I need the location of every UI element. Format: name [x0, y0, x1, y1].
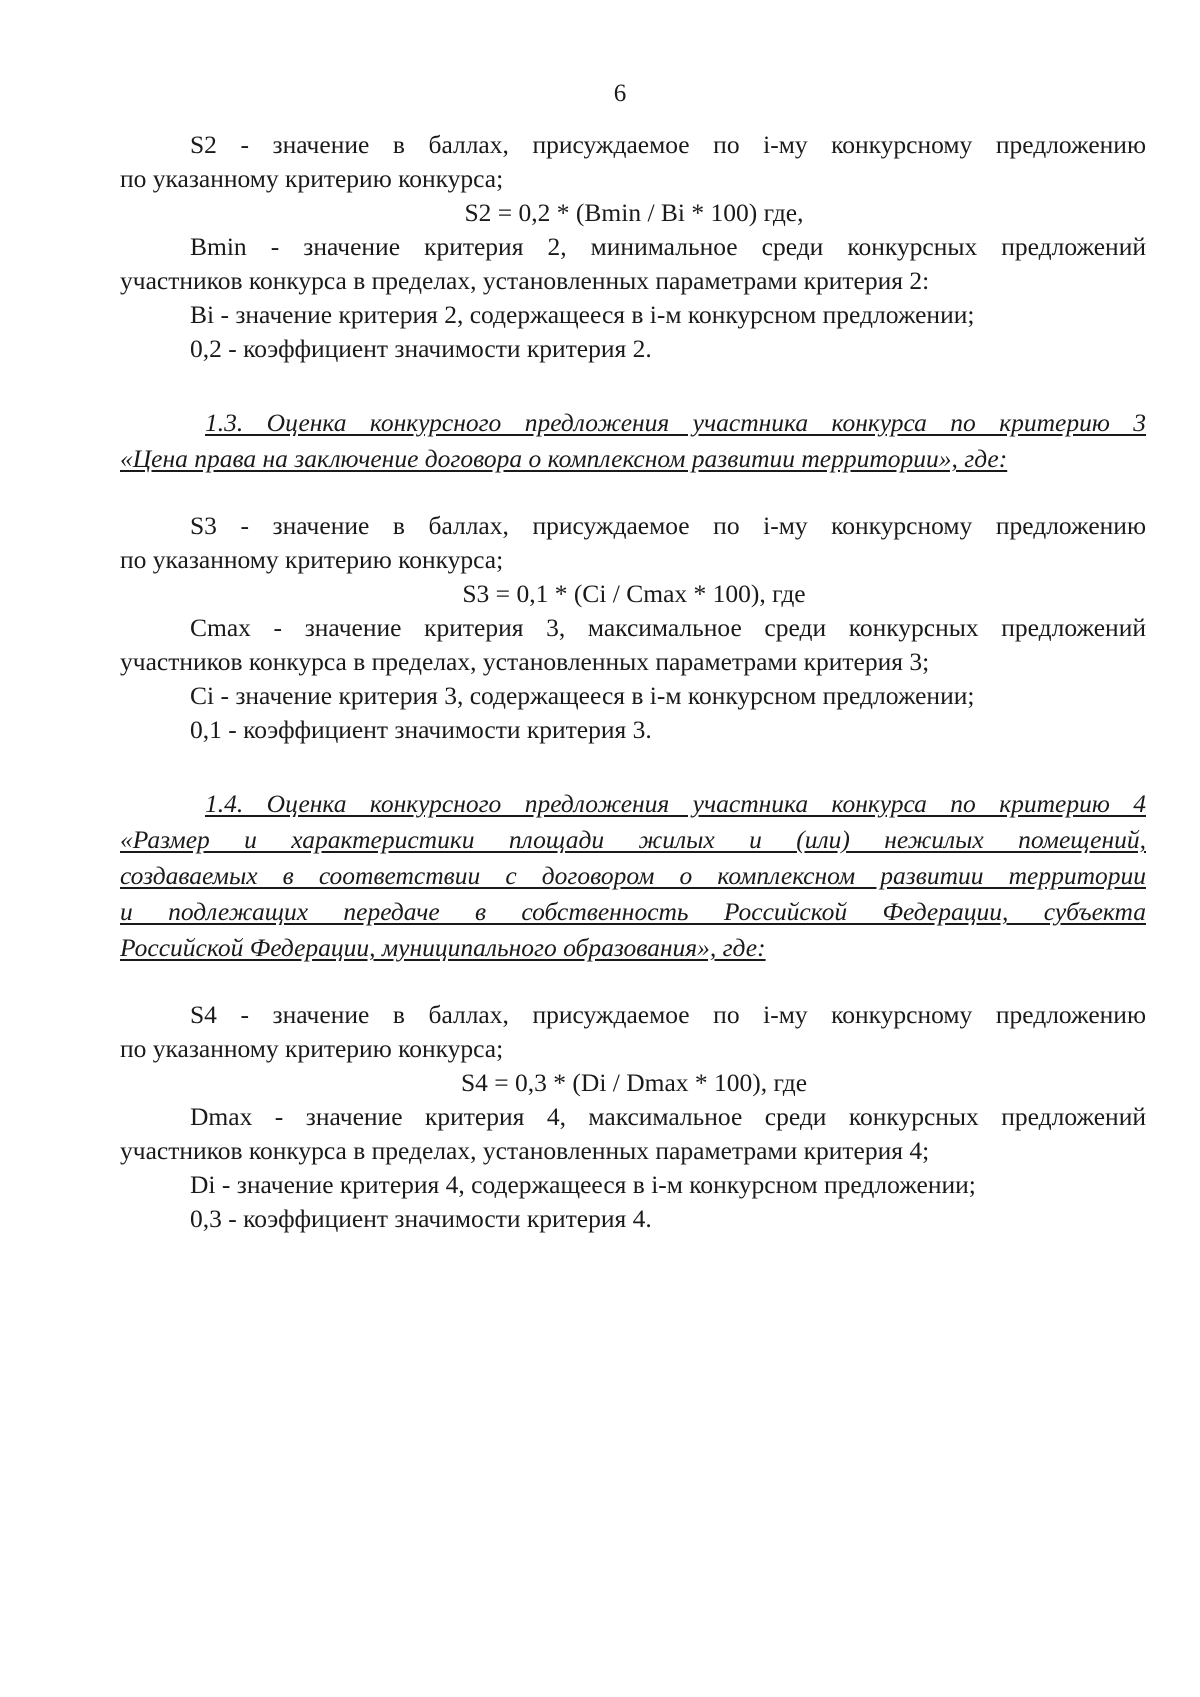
ci-definition: Ci - значение критерия 3, содержащееся в i-м конкурсном предложении;	[190, 681, 975, 710]
s2-formula: S2 = 0,2 * (Bmin / Bi * 100) где,	[464, 198, 804, 227]
coefficient-2-definition: 0,2 - коэффициент значимости критерия 2.	[190, 334, 652, 363]
section-1-3-heading-line-2: «Цена права на заключение договора о комплексном развитии территории», где:	[120, 444, 1008, 473]
s4-definition-line-2: по указанному критерию конкурса;	[120, 1034, 504, 1063]
s4-formula: S4 = 0,3 * (Di / Dmax * 100), где	[460, 1068, 808, 1097]
s2-definition-line-1: S2 - значение в баллах, присуждаемое по i-му конкурсному предложению	[190, 130, 1146, 159]
s3-definition-line-1: S3 - значение в баллах, присуждаемое по i-му конкурсному предложению	[190, 511, 1146, 540]
bmin-definition-line-1: Bmin - значение критерия 2, минимальное среди конкурсных предложений	[190, 232, 1146, 261]
dmax-definition-line-1: Dmax - значение критерия 4, максимальное среди конкурсных предложений	[190, 1102, 1146, 1131]
cmax-definition-line-1: Cmax - значение критерия 3, максимальное среди конкурсных предложений	[190, 613, 1146, 642]
bmin-definition-line-2: участников конкурса в пределах, установленных параметрами критерия 2:	[120, 266, 930, 295]
s3-formula: S3 = 0,1 * (Ci / Cmax * 100), где	[462, 579, 806, 608]
section-1-4-heading-line-4: и подлежащих передаче в собственность Российской Федерации, субъекта	[120, 897, 1146, 926]
section-1-4-heading-line-5: Российской Федерации, муниципального образования», где:	[120, 933, 766, 962]
s3-definition-line-2: по указанному критерию конкурса;	[120, 545, 504, 574]
s2-definition-line-2: по указанному критерию конкурса;	[120, 164, 504, 193]
page-number: 6	[613, 80, 627, 107]
di-definition: Di - значение критерия 4, содержащееся в i-м конкурсном предложении;	[190, 1170, 976, 1199]
dmax-definition-line-2: участников конкурса в пределах, установленных параметрами критерия 4;	[120, 1136, 930, 1165]
cmax-definition-line-2: участников конкурса в пределах, установленных параметрами критерия 3;	[120, 647, 930, 676]
section-1-4-heading-line-2: «Размер и характеристики площади жилых и (или) нежилых помещений,	[120, 825, 1146, 854]
bi-definition: Bi - значение критерия 2, содержащееся в i-м конкурсном предложении;	[190, 300, 975, 329]
section-1-3-heading-line-1: 1.3. Оценка конкурсного предложения участника конкурса по критерию 3	[205, 408, 1146, 437]
s4-definition-line-1: S4 - значение в баллах, присуждаемое по i-му конкурсному предложению	[190, 1000, 1146, 1029]
section-1-4-heading-line-1: 1.4. Оценка конкурсного предложения участника конкурса по критерию 4	[205, 789, 1146, 818]
section-1-4-heading-line-3: создаваемых в соответствии с договором о комплексном развитии территории	[120, 861, 1146, 890]
coefficient-4-definition: 0,3 - коэффициент значимости критерия 4.	[190, 1204, 652, 1233]
coefficient-3-definition: 0,1 - коэффициент значимости критерия 3.	[190, 715, 652, 744]
